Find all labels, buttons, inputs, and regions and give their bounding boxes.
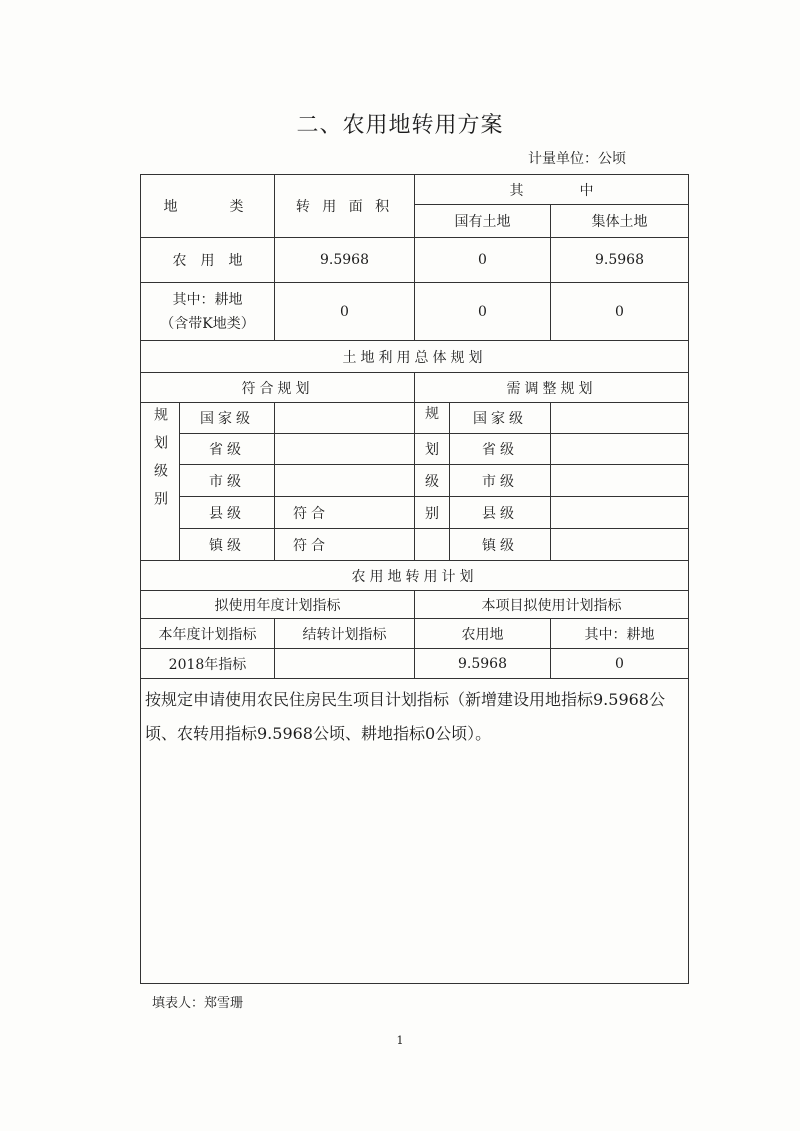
level-province-left: 省级 <box>180 434 275 465</box>
row-2018-arable: 0 <box>551 649 689 679</box>
plan-level-char-right-2: 划 <box>415 434 450 464</box>
adjust-row-province <box>415 434 688 464</box>
level-city-right: 市级 <box>450 465 551 496</box>
conform-town: 符合 <box>275 529 415 561</box>
row-arable-label-line2: （含带K地类） <box>160 315 255 332</box>
level-province-right: 省级 <box>450 434 551 464</box>
project-index-title: 本项目拟使用计划指标 <box>415 591 689 619</box>
level-town-left: 镇级 <box>180 529 275 561</box>
row-2018-carryover <box>275 649 415 679</box>
row-farmland-state: 0 <box>415 238 551 283</box>
col-carryover: 结转计划指标 <box>275 619 415 649</box>
level-county-left: 县级 <box>180 497 275 529</box>
header-state-owned: 国有土地 <box>415 205 551 238</box>
adjust-block <box>415 403 689 434</box>
col-farmland: 农用地 <box>415 619 551 649</box>
conform-province <box>275 434 415 465</box>
page-number: 1 <box>396 1034 404 1047</box>
adjust-title: 需调整规划 <box>415 373 689 403</box>
unit-label: 计量单位：公顷 <box>528 151 626 167</box>
conform-title: 符合规划 <box>141 373 415 403</box>
header-among: 其 中 <box>415 175 689 205</box>
conform-city <box>275 465 415 497</box>
row-arable-state: 0 <box>415 283 551 341</box>
level-county-right: 县级 <box>450 497 551 528</box>
plan-level-text-right-1: 规 <box>425 406 439 422</box>
adjust-block-city <box>415 465 689 497</box>
annual-index-title: 拟使用年度计划指标 <box>141 591 415 619</box>
level-town-right: 镇级 <box>450 529 551 560</box>
plan-level-char-right-3: 级 <box>415 465 450 496</box>
conform-county: 符合 <box>275 497 415 529</box>
header-land-type: 地 类 <box>141 175 275 238</box>
col-this-year: 本年度计划指标 <box>141 619 275 649</box>
plan-level-label-right <box>415 403 450 433</box>
plan-level-char-right-4: 别 <box>415 497 450 528</box>
row-2018-farmland: 9.5968 <box>415 649 551 679</box>
adjust-row-national <box>415 403 688 433</box>
conversion-table <box>140 174 689 984</box>
plan-level-char-right-5 <box>415 529 450 560</box>
level-city-left: 市级 <box>180 465 275 497</box>
row-arable-label-line1: 其中：耕地 <box>172 291 243 308</box>
adjust-block-county <box>415 497 689 529</box>
adjust-block-province <box>415 434 689 465</box>
application-note: 按规定申请使用农民住房民生项目计划指标（新增建设用地指标9.5968公顷、农转用指标9.5968公顷、耕地指标0公顷）。 <box>141 679 689 984</box>
adjust-row-county <box>415 497 688 528</box>
adjust-province <box>551 434 688 464</box>
conversion-plan-title: 农用地转用计划 <box>141 561 689 591</box>
level-national-right: 国家级 <box>450 403 551 433</box>
row-2018-label: 2018年指标 <box>141 649 275 679</box>
adjust-town <box>551 529 688 560</box>
adjust-row-town <box>415 529 688 560</box>
filler-label: 填表人：郑雪珊 <box>152 996 244 1011</box>
adjust-row-city <box>415 465 688 496</box>
row-farmland-label: 农 用 地 <box>141 238 275 283</box>
header-collective: 集体土地 <box>551 205 689 238</box>
plan-level-label-left <box>141 403 180 561</box>
row-farmland-area: 9.5968 <box>275 238 415 283</box>
row-arable-area: 0 <box>275 283 415 341</box>
page-title: 二、农用地转用方案 <box>296 113 504 138</box>
conform-national <box>275 403 415 434</box>
plan-level-text-left: 规划级别 <box>152 407 168 519</box>
row-arable-collective: 0 <box>551 283 689 341</box>
row-arable-label <box>141 283 275 341</box>
level-national-left: 国家级 <box>180 403 275 434</box>
row-farmland-collective: 9.5968 <box>551 238 689 283</box>
adjust-block-town <box>415 529 689 561</box>
header-area: 转 用 面 积 <box>275 175 415 238</box>
adjust-county <box>551 497 688 528</box>
col-arable: 其中：耕地 <box>551 619 689 649</box>
adjust-city <box>551 465 688 496</box>
overall-plan-title: 土地利用总体规划 <box>141 341 689 373</box>
adjust-national <box>551 403 688 433</box>
